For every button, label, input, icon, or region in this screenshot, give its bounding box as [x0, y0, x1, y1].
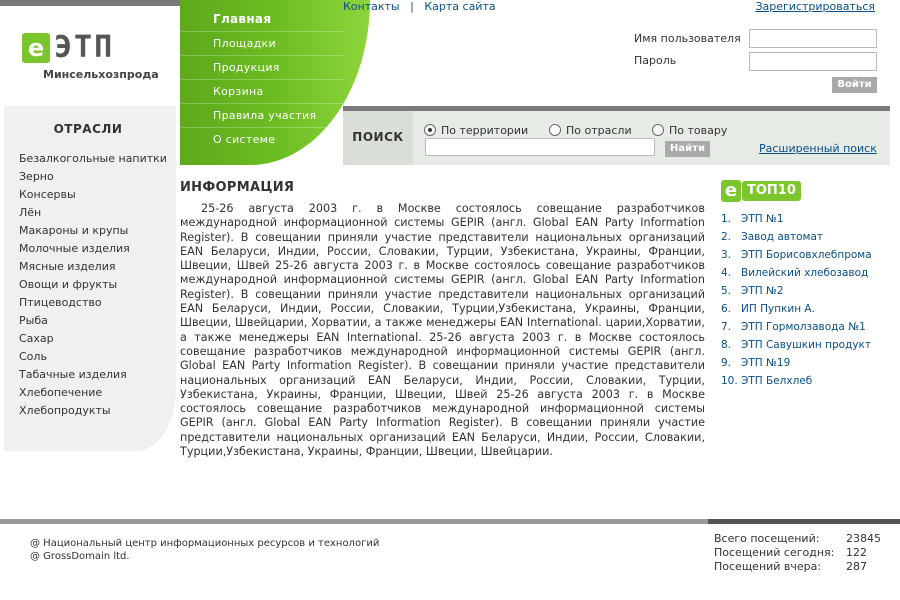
sidebar-item[interactable]: Зерно	[19, 170, 54, 183]
search-input[interactable]	[425, 138, 655, 156]
menu-item-products[interactable]: Продукция	[180, 56, 345, 80]
top10-title: ТОП10	[742, 181, 801, 201]
sidebar-item[interactable]: Овощи и фрукты	[19, 278, 118, 291]
login-button[interactable]: Войти	[832, 77, 877, 93]
site-logo[interactable]	[22, 30, 152, 65]
sidebar-item[interactable]: Хлебопродукты	[19, 404, 111, 417]
stat-today-label: Посещений сегодня:	[714, 546, 835, 559]
top10-item[interactable]: 8. ЭТП Савушкин продукт	[721, 339, 872, 351]
copyright-line: @ Национальный центр информационных ресурсов и технологий	[30, 538, 380, 549]
radio-unchecked-icon	[549, 124, 561, 136]
contacts-link[interactable]: Контакты	[343, 0, 400, 13]
password-input[interactable]	[749, 52, 877, 71]
top10-item[interactable]: 6. ИП Пупкин А.	[721, 303, 815, 315]
menu-item-platforms[interactable]: Площадки	[180, 32, 345, 56]
stat-total-label: Всего посещений:	[714, 532, 820, 545]
top10-item[interactable]: 10. ЭТП Белхлеб	[721, 375, 813, 387]
logo-subtitle: Минсельхозпрода	[43, 68, 159, 81]
top10-item[interactable]: 3. ЭТП Борисовхлебпрома	[721, 249, 872, 261]
radio-label: По товару	[669, 124, 728, 137]
footer-divider-dark	[708, 519, 900, 524]
search-panel	[343, 106, 890, 165]
top10-item[interactable]: 7. ЭТП Гормолзавода №1	[721, 321, 866, 333]
sidebar-item[interactable]: Мясные изделия	[19, 260, 116, 273]
stat-yesterday-label: Посещений вчера:	[714, 560, 822, 573]
sidebar-item[interactable]: Лён	[19, 206, 42, 219]
link-separator: |	[410, 0, 414, 13]
sidebar-item[interactable]: Соль	[19, 350, 47, 363]
sidebar-item[interactable]: Молочные изделия	[19, 242, 130, 255]
logo-text: ЭТП	[54, 30, 115, 65]
top10-logo	[721, 180, 807, 202]
menu-item-home[interactable]: Главная	[180, 8, 345, 32]
search-title: ПОИСК	[343, 111, 413, 165]
username-input[interactable]	[749, 29, 877, 48]
content-title: ИНФОРМАЦИЯ	[180, 180, 295, 195]
radio-checked-icon	[424, 124, 436, 136]
sidebar-item[interactable]: Рыба	[19, 314, 48, 327]
copyright-line: @ GrossDomain ltd.	[30, 551, 130, 562]
sidebar-item[interactable]: Сахар	[19, 332, 54, 345]
sidebar-title: ОТРАСЛИ	[53, 122, 123, 136]
stat-yesterday-value: 287	[846, 560, 867, 573]
password-label: Пароль	[634, 54, 677, 67]
advanced-search-link[interactable]: Расширенный поиск	[759, 142, 877, 155]
top10-item[interactable]: 4. Вилейский хлебозавод	[721, 267, 869, 279]
sidebar-item[interactable]: Безалкогольные напитки	[19, 152, 167, 165]
industries-sidebar	[4, 106, 176, 451]
main-menu	[180, 0, 370, 165]
menu-item-cart[interactable]: Корзина	[180, 80, 345, 104]
radio-by-product[interactable]	[652, 124, 727, 137]
top10-item[interactable]: 2. Завод автомат	[721, 231, 824, 243]
top10-e-icon: e	[721, 180, 741, 202]
radio-by-industry[interactable]	[549, 124, 632, 137]
stat-today-value: 122	[846, 546, 867, 559]
menu-item-rules[interactable]: Правила участия	[180, 104, 345, 128]
content-text: 25-26 августа 2003 г. в Москве состоялось совещание разработчиков международной информационной системы GEPIR (англ. Global EAN Party Information Register). В совещании приняли участие представители национальных организаций EAN Беларуси, Индии, России, Словакии, Турции, Узбекистана, Украины, Франции, Швеции, Швей 25-26 августа 2003 г. в Москве состоялось совещание разработчиков международной информационной системы GEPIR (англ. Global EAN Party Information Register). В совещании приняли участие представители национальных организаций EAN Беларуси, Индии, России, Словакии, Турции,Узбекистана, Украины, Франции, Швеции, Швейцарии, Хорватии, а также менеджеры EAN International. царии,Хорватии, а также менеджеры EAN International. 25-26 августа 2003 г. в Москве состоялось совещание разработчиков международной информационной системы GEPIR (англ. Global EAN Party Information Register). В совещании приняли участие представители национальных организаций EAN Беларуси, Индии, России, Словакии, Турции, Узбекистана, Украины, Франции, Швеции, Швей 25-26 августа 2003 г. в Москве состоялось совещание разработчиков международной информационной системы GEPIR (англ. Global EAN Party Information Register). В совещании приняли участие представители национальных организаций EAN Беларуси, Индии, России, Словакии, Турции,Узбекистана, Украины, Франции, Швеции, Швейцарии.	[180, 202, 705, 459]
stat-total-value: 23845	[846, 532, 881, 545]
sidebar-item[interactable]: Табачные изделия	[19, 368, 127, 381]
radio-by-territory[interactable]	[424, 124, 528, 137]
logo-e-icon: e	[22, 33, 50, 63]
sitemap-link[interactable]: Карта сайта	[424, 0, 496, 13]
search-button[interactable]: Найти	[665, 141, 710, 157]
sidebar-item[interactable]: Консервы	[19, 188, 76, 201]
username-label: Имя пользователя	[634, 32, 741, 45]
top10-item[interactable]: 9. ЭТП №19	[721, 357, 791, 369]
top10-item[interactable]: 5. ЭТП №2	[721, 285, 784, 297]
sidebar-item[interactable]: Птицеводство	[19, 296, 102, 309]
radio-label: По отрасли	[566, 124, 632, 137]
top10-item[interactable]: 1. ЭТП №1	[721, 213, 784, 225]
sidebar-item[interactable]: Макароны и крупы	[19, 224, 129, 237]
footer-copyright	[30, 537, 379, 563]
top-links	[343, 0, 496, 13]
radio-unchecked-icon	[652, 124, 664, 136]
menu-item-about[interactable]: О системе	[213, 133, 276, 146]
top-gray-bar	[0, 0, 180, 6]
sidebar-item[interactable]: Хлебопечение	[19, 386, 103, 399]
radio-label: По территории	[441, 124, 529, 137]
register-link[interactable]: Зарегистрироваться	[755, 0, 875, 13]
